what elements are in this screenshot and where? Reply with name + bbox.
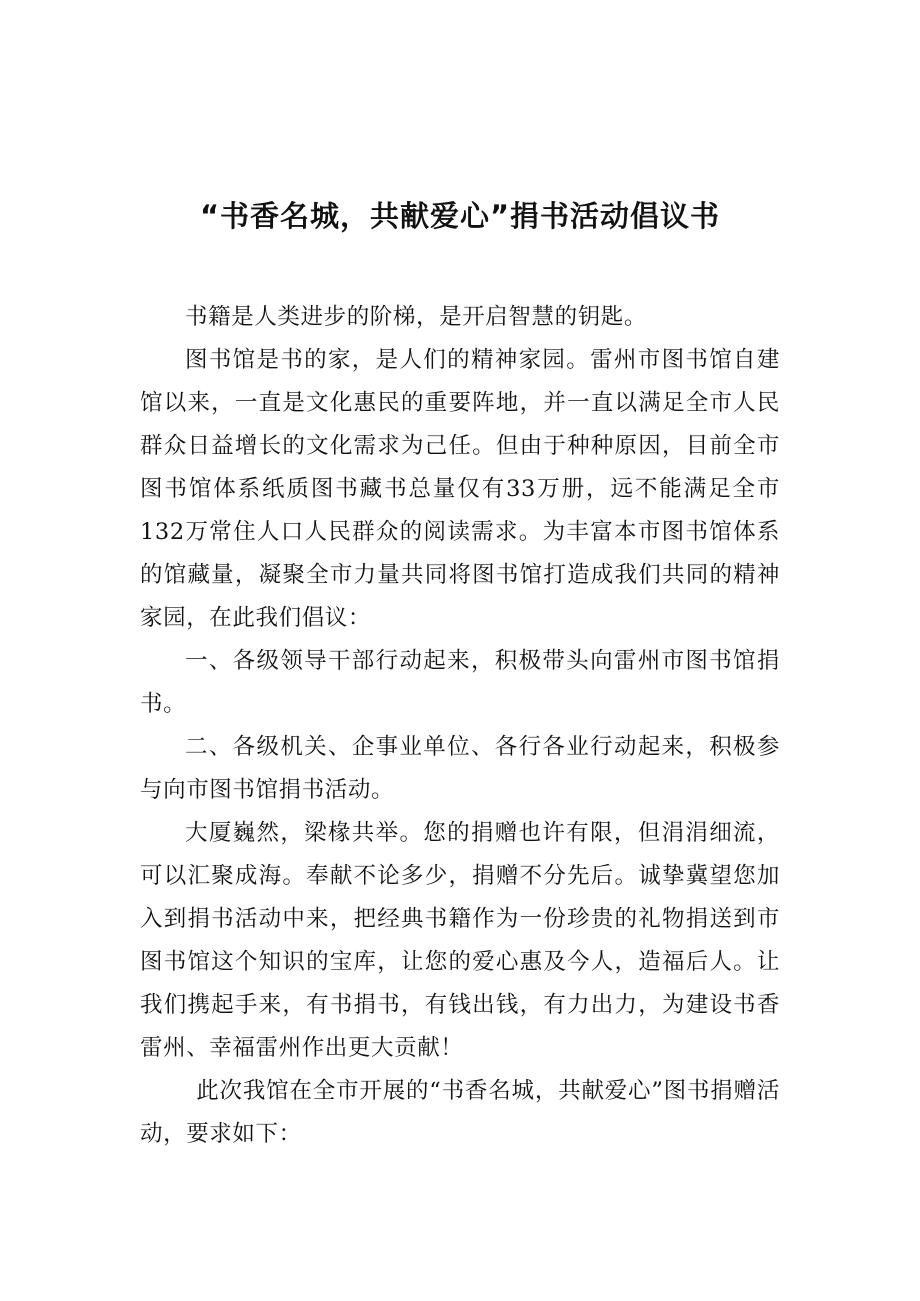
document-body [140,296,780,1156]
paragraph-intro: 书籍是人类进步的阶梯，是开启智慧的钥匙。 [185,304,648,330]
paragraph-library-background: 图书馆是书的家，是人们的精神家园。雷州市图书馆自建馆以来，一直是文化惠民的重要阵地，并一直以满足全市人民群众日益增长的文化需求为己任。但由于种种原因，目前全市图书馆体系纸质图书藏书总量仅有33万册，远不能满足全市132万常住人口人民群众的阅读需求。为丰富本市图书馆体系的馆藏量，凝聚全市力量共同将图书馆打造成我们共同的精神家园，在此我们倡议： [140,347,780,631]
paragraph-requirements-intro: 此次我馆在全市开展的“书香名城，共献爱心”图书捐赠活动，要求如下： [140,1078,780,1147]
paragraph-proposal-two: 二、各级机关、企事业单位、各行各业行动起来，积极参与向市图书馆捐书活动。 [140,734,780,803]
paragraph-appeal: 大厦巍然，梁椽共举。您的捐赠也许有限，但涓涓细流，可以汇聚成海。奉献不论多少，捐赠不分先后。诚挚冀望您加入到捐书活动中来，把经典书籍作为一份珍贵的礼物捐送到市图书馆这个知识的宝库，让您的爱心惠及今人，造福后人。让我们携起手来，有书捐书，有钱出钱，有力出力，为建设书香雷州、幸福雷州作出更大贡献！ [140,820,780,1061]
document-title: “书香名城，共献爱心”捐书活动倡议书 [199,199,721,233]
paragraph-proposal-one: 一、各级领导干部行动起来，积极带头向雷州市图书馆捐书。 [140,648,780,717]
